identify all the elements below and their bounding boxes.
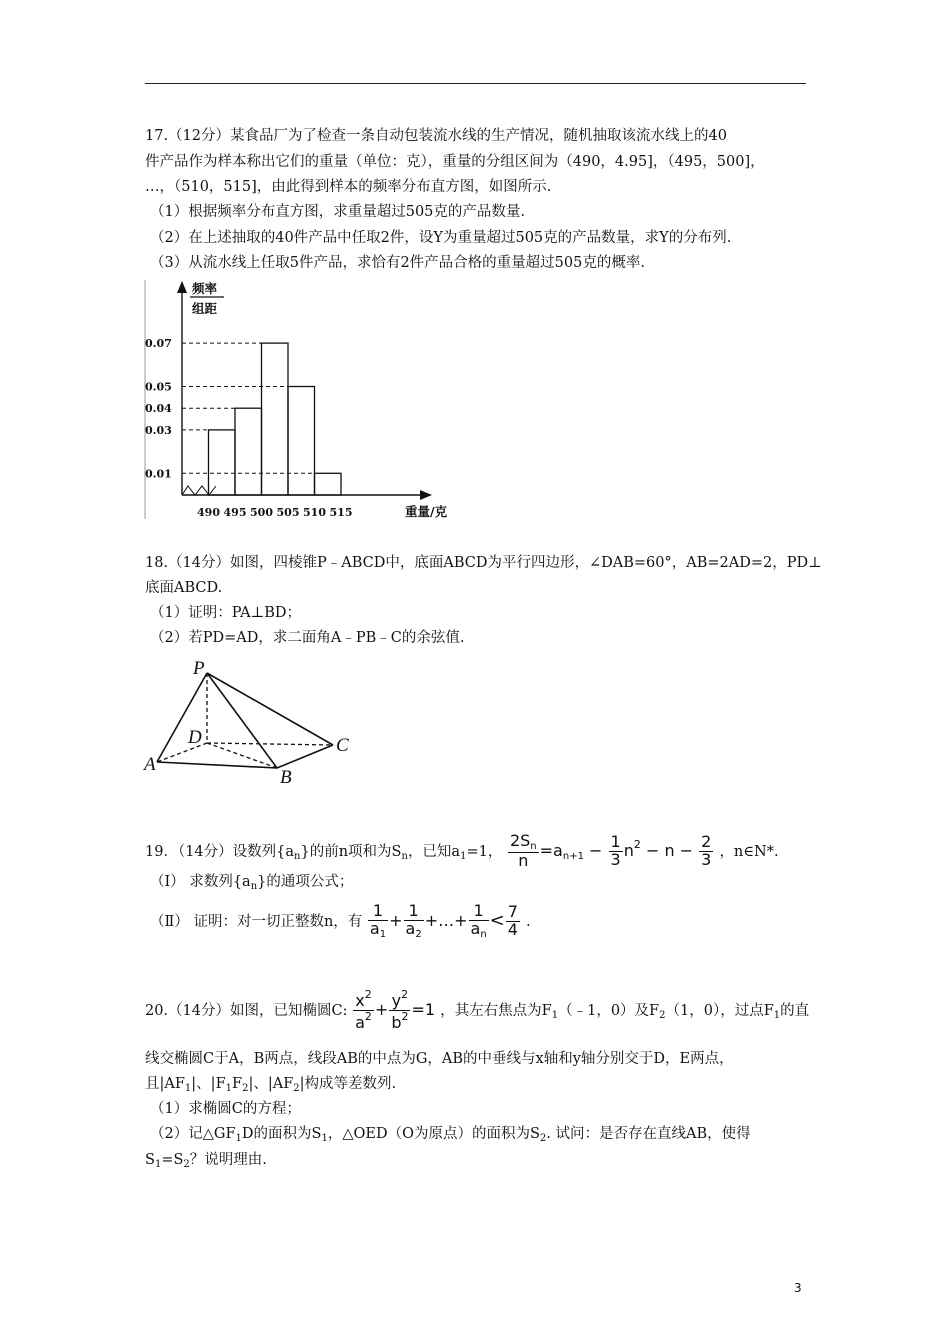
q19-part2-text: （Ⅱ） 证明：对一切正整数n，有 (150, 914, 363, 930)
q17-part3: （3）从流水线上任取5件产品，求恰有2件产品合格的重量超过505克的概率. (150, 255, 645, 271)
q19-sn-den-sub: n (480, 928, 487, 940)
edge-pc (207, 673, 333, 745)
label-a: A (144, 754, 156, 775)
q20-plus: + (374, 1000, 389, 1019)
q19-text-b: }的前n项和为S (300, 844, 402, 860)
q19-eq: =a (539, 841, 563, 860)
q19-s1-den-sub: 1 (379, 928, 387, 940)
q20-l3-e: |构成等差数列. (299, 1076, 397, 1092)
q20-p2-d: . 试问：是否存在直线AB，使得 (546, 1126, 751, 1142)
x-tick-label-505: 505 (276, 506, 300, 519)
q17-line3: …，（510，515]，由此得到样本的频率分布直方图，如图所示. (145, 179, 552, 195)
q17-line2: 件产品作为样本称出它们的重量（单位：克），重量的分组区间为（490，4.95]，（495，500]， (145, 154, 765, 170)
q18-line2: 底面ABCD. (145, 580, 223, 596)
edge-pa (157, 673, 207, 762)
q19-rhs-num: 7 (507, 902, 518, 922)
q20-l6-c: ？说明理由. (189, 1152, 267, 1168)
q20-l6-s1: 1 (154, 1159, 162, 1170)
q19-frac3-den: 3 (701, 850, 712, 869)
q19-text-d: =1， (466, 844, 503, 860)
q20-l3-s1: 1 (184, 1083, 192, 1094)
q17-line1: 17.（12分）某食品厂为了检查一条自动包装流水线的生产情况，随机抽取该流水线上的40 (145, 128, 727, 144)
q20-x: x (355, 991, 365, 1011)
q20-line1 (145, 986, 809, 1040)
q19-sub-a: n (294, 851, 301, 862)
q19-text-a: 19．（14分）设数列{a (145, 844, 295, 860)
q19-frac1-num: 2S (509, 830, 531, 850)
q20-part1: （1）求椭圆C的方程； (150, 1101, 301, 1117)
q19-rhs-den: 4 (507, 920, 518, 939)
q19-tail: ，n∈N*. (719, 844, 779, 860)
q19-sub-c: 1 (460, 851, 467, 862)
q17-part1: （1）根据频率分布直方图，求重量超过505克的产品数量. (150, 204, 526, 220)
header-rule (145, 83, 806, 84)
q20-a-exp: 2 (364, 1010, 372, 1023)
q20-y: y (391, 991, 402, 1011)
q20-x-exp: 2 (364, 988, 372, 1002)
y-tick-label-1: 0.03 (145, 423, 172, 437)
q20-f2-sub: 2 (659, 1010, 666, 1021)
q20-l3-s3: 2 (242, 1083, 249, 1094)
y-axis-label-top: 频率 (192, 281, 218, 296)
q19-frac2-num: 1 (610, 832, 621, 852)
q19-s1-num: 1 (368, 903, 388, 921)
q20-b-exp: 2 (401, 1010, 409, 1023)
frequency-histogram (140, 275, 470, 525)
q18-part1: （1）证明：PA⊥BD； (150, 605, 302, 621)
q19-frac-an (469, 900, 489, 940)
x-tick-label-515: 515 (329, 506, 353, 519)
q19-dots: +…+ (424, 911, 468, 930)
q20-line2: 线交椭圆C于A，B两点，线段AB的中点为G，AB的中垂线与x轴和y轴分别交于D，E两点， (145, 1051, 734, 1067)
q19-eq-sub: n+1 (562, 851, 584, 862)
q20-l6-s2: 2 (183, 1159, 190, 1170)
q20-frac-x2a2 (353, 989, 374, 1032)
q19-frac1-num-sub: n (530, 840, 537, 852)
q19-frac2-den: 3 (610, 850, 621, 869)
q19-frac-a1 (368, 900, 388, 940)
x-axis-label: 重量/克 (405, 504, 448, 519)
q19-sn-den: a (470, 918, 481, 938)
q19-minus: − (583, 841, 608, 860)
edge-bc (277, 745, 333, 768)
q19-sum-formula (367, 900, 526, 940)
x-tick-label-490: 490 (197, 506, 220, 519)
q20-post3: （1，0），过点F (665, 1003, 774, 1019)
y-tick-label-2: 0.04 (145, 402, 172, 416)
q19-s2-den: a (405, 918, 416, 938)
q20-l3-a: 且|AF (145, 1076, 185, 1092)
q19-text-c: ，已知a (407, 844, 461, 860)
q19-s2-num: 1 (404, 903, 424, 921)
label-d: D (188, 727, 202, 748)
q20-line6 (145, 1150, 267, 1175)
label-c: C (336, 735, 349, 756)
q20-l3-b: |、|F (191, 1076, 226, 1092)
q19-frac-2sn (508, 830, 539, 871)
q19-part1-b: }的通项公式； (257, 874, 354, 890)
q20-l6-b: =S (161, 1152, 184, 1168)
q19-frac-seven-fourths (506, 904, 520, 939)
x-tick-label-495: 495 (223, 506, 247, 519)
q20-frac-y2b2 (389, 989, 410, 1032)
q19-frac-a2 (404, 900, 424, 940)
q20-p2-c: ，△OED（O为原点）的面积为S (327, 1126, 540, 1142)
q19-part1 (150, 872, 353, 897)
q19-formula (507, 830, 719, 871)
q20-p2-a: （2）记△GF (150, 1126, 236, 1142)
histogram-bar-495 (235, 408, 262, 495)
q19-lt: < (489, 910, 505, 931)
q19-n: n (623, 841, 634, 860)
x-axis-arrow (420, 490, 432, 500)
axis-break-zigzag (182, 486, 216, 495)
q20-post: ，其左右焦点为F (440, 1003, 552, 1019)
y-tick-label-4: 0.07 (145, 337, 172, 351)
q20-y-exp: 2 (401, 988, 409, 1002)
q20-l3-s2: 1 (225, 1083, 233, 1094)
q19-frac3-num: 2 (701, 832, 712, 852)
pyramid-figure (140, 655, 370, 790)
q19-end: . (526, 914, 531, 930)
q19-sn-num: 1 (469, 903, 489, 921)
y-tick-label-3: 0.05 (145, 380, 172, 394)
q20-p2-s3: 2 (539, 1133, 547, 1144)
q19-frac1-den: n (518, 851, 529, 871)
q17-part2: （2）在上述抽取的40件产品中任取2件，设Y为重量超过505克的产品数量，求Y的分布列. (150, 230, 732, 246)
q20-post4: 的直 (780, 1003, 810, 1019)
q20-l3-s4: 2 (293, 1083, 300, 1094)
y-tick-label-0: 0.01 (145, 467, 172, 481)
q20-p2-s2: 1 (321, 1133, 328, 1144)
q18-line1: 18.（14分）如图，四棱锥P﹣ABCD中，底面ABCD为平行四边形，∠DAB=60°，AB=2AD=2，PD⊥ (145, 555, 822, 571)
histogram-bar-490 (209, 430, 236, 495)
q19-s2-den-sub: 2 (415, 928, 422, 940)
q20-p2-s1: 1 (235, 1133, 242, 1144)
q19-s1-den: a (369, 918, 380, 938)
q19-frac-two-thirds (699, 834, 713, 869)
q20-f1-sub-b: 1 (773, 1010, 781, 1021)
q20-p2-b: D的面积为S (241, 1126, 322, 1142)
q20-a: a (355, 1013, 365, 1032)
x-tick-label-500: 500 (250, 506, 273, 519)
q19-rest: − n − (640, 841, 699, 860)
q20-l3-d: |、|AF (248, 1076, 294, 1092)
q19-sub-b: n (401, 851, 408, 862)
q20-part2 (150, 1124, 751, 1149)
q19-part2 (150, 898, 531, 945)
q20-l6-a: S (145, 1152, 155, 1168)
q20-pre: 20.（14分）如图，已知椭圆C: (145, 1003, 348, 1019)
q20-line3 (145, 1074, 396, 1099)
edge-ab (157, 762, 277, 768)
q20-f1-sub: 1 (551, 1010, 559, 1021)
q19-n-exp: 2 (633, 838, 641, 851)
label-b: B (280, 767, 292, 788)
histogram-bar-500 (262, 343, 289, 495)
q19-frac-one-third (609, 834, 623, 869)
page-number: 3 (794, 1281, 802, 1295)
histogram-bar-510 (315, 473, 342, 495)
q20-post2: （﹣1，0）及F (558, 1003, 660, 1019)
q18-part2: （2）若PD=AD，求二面角A﹣PB﹣C的余弦值. (150, 630, 465, 646)
label-p: P (193, 658, 205, 679)
q19-part1-a: （Ⅰ） 求数列{a (150, 874, 251, 890)
q20-b: b (391, 1013, 402, 1032)
y-axis-arrow (177, 281, 187, 293)
q19-plus: + (389, 911, 403, 930)
q20-l3-c: F (232, 1076, 243, 1092)
q19-part1-sub: n (250, 881, 258, 892)
x-tick-label-510: 510 (303, 506, 326, 519)
histogram-bar-505 (288, 387, 315, 496)
y-axis-label-bottom: 组距 (192, 301, 218, 316)
q20-ellipse-formula (352, 988, 440, 1032)
edge-dc (207, 743, 333, 745)
q20-eq1: =1 (411, 1000, 436, 1019)
edge-pb (207, 673, 277, 768)
